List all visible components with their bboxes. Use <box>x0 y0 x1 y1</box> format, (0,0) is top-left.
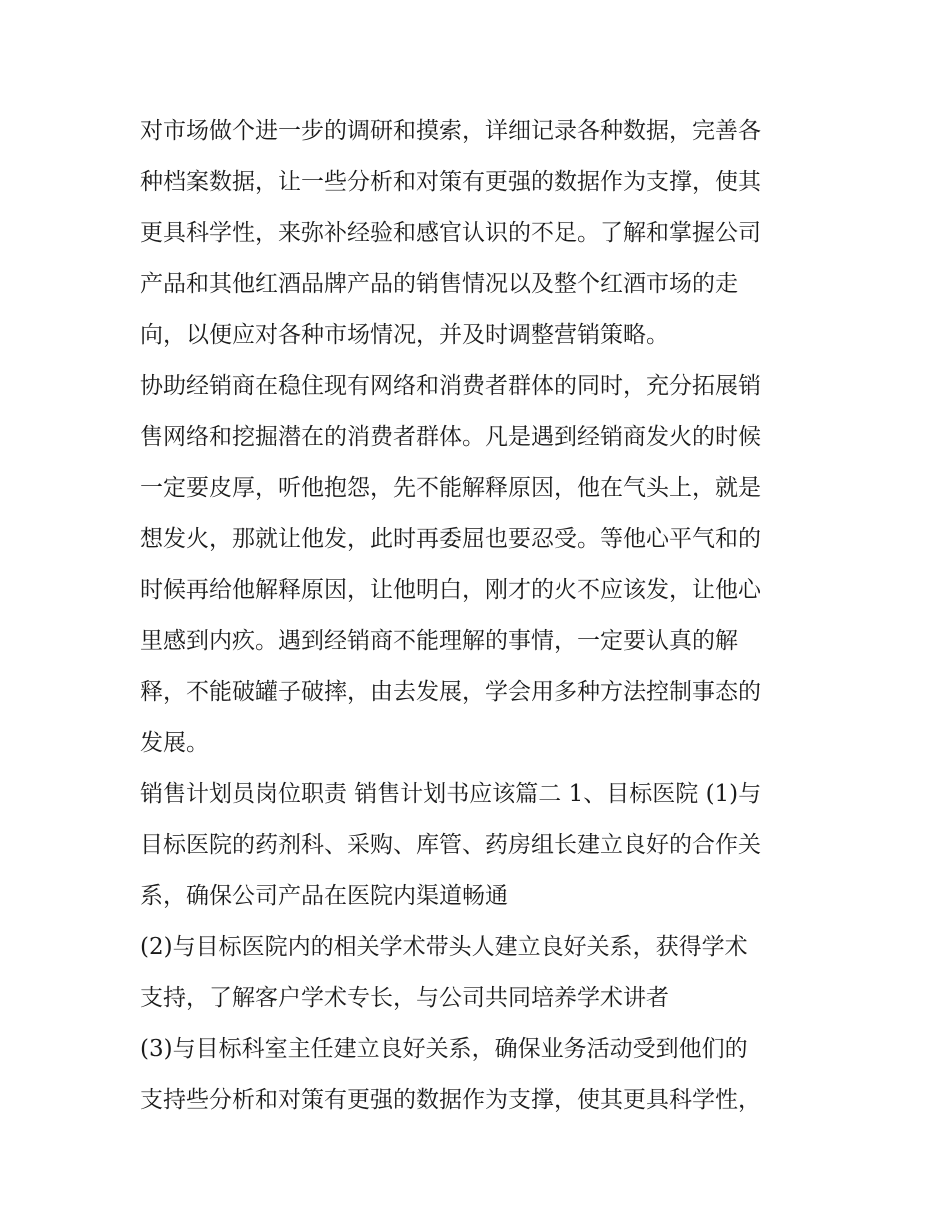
text-line: 协助经销商在稳住现有网络和消费者群体的同时，充分拓展销 <box>140 373 761 399</box>
text-line: 想发火，那就让他发，此时再委屈也要忍受。等他心平气和的 <box>140 526 761 552</box>
text-line: 售网络和挖掘潜在的消费者群体。凡是遇到经销商发火的时候 <box>140 424 761 450</box>
text-line: 向，以便应对各种市场情况，并及时调整营销策略。 <box>140 322 669 348</box>
text-line: 对市场做个进一步的调研和摸索，详细记录各种数据，完善各 <box>140 118 761 144</box>
text-line: 里感到内疚。遇到经销商不能理解的事情，一定要认真的解 <box>140 628 738 654</box>
paragraph-market-research <box>140 106 812 361</box>
text-line: 产品和其他红酒品牌产品的销售情况以及整个红酒市场的走 <box>140 271 738 297</box>
text-line: 支持，了解客户学术专长，与公司共同培养学术讲者 <box>140 985 669 1011</box>
text-line: 目标医院的药剂科、采购、库管、药房组长建立良好的合作关 <box>140 832 761 858</box>
text-line: 种档案数据，让一些分析和对策有更强的数据作为支撑，使其 <box>140 169 761 195</box>
paragraph-target-hospital <box>140 769 812 922</box>
document-body <box>140 106 812 1126</box>
text-line: 销售计划员岗位职责 销售计划书应该篇二 1、目标医院 (1)与 <box>140 781 762 807</box>
text-line: 时候再给他解释原因，让他明白，刚才的火不应该发，让他心 <box>140 577 761 603</box>
text-line: 支持些分析和对策有更强的数据作为支撑，使其更具科学性， <box>140 1087 761 1113</box>
text-line: 一定要皮厚，听他抱怨，先不能解释原因，他在气头上，就是 <box>140 475 761 501</box>
text-line: 释，不能破罐子破摔，由去发展，学会用多种方法控制事态的 <box>140 679 761 705</box>
text-line: 发展。 <box>140 730 209 756</box>
text-line: (3)与目标科室主任建立良好关系，确保业务活动受到他们的 <box>140 1036 748 1062</box>
text-line: 系，确保公司产品在医院内渠道畅通 <box>140 883 508 909</box>
text-line: (2)与目标医院内的相关学术带头人建立良好关系，获得学术 <box>140 934 748 960</box>
paragraph-assist-dealers <box>140 361 812 769</box>
paragraph-academic-leaders <box>140 922 812 1024</box>
paragraph-department-directors <box>140 1024 812 1126</box>
text-line: 更具科学性，来弥补经验和感官认识的不足。了解和掌握公司 <box>140 220 761 246</box>
